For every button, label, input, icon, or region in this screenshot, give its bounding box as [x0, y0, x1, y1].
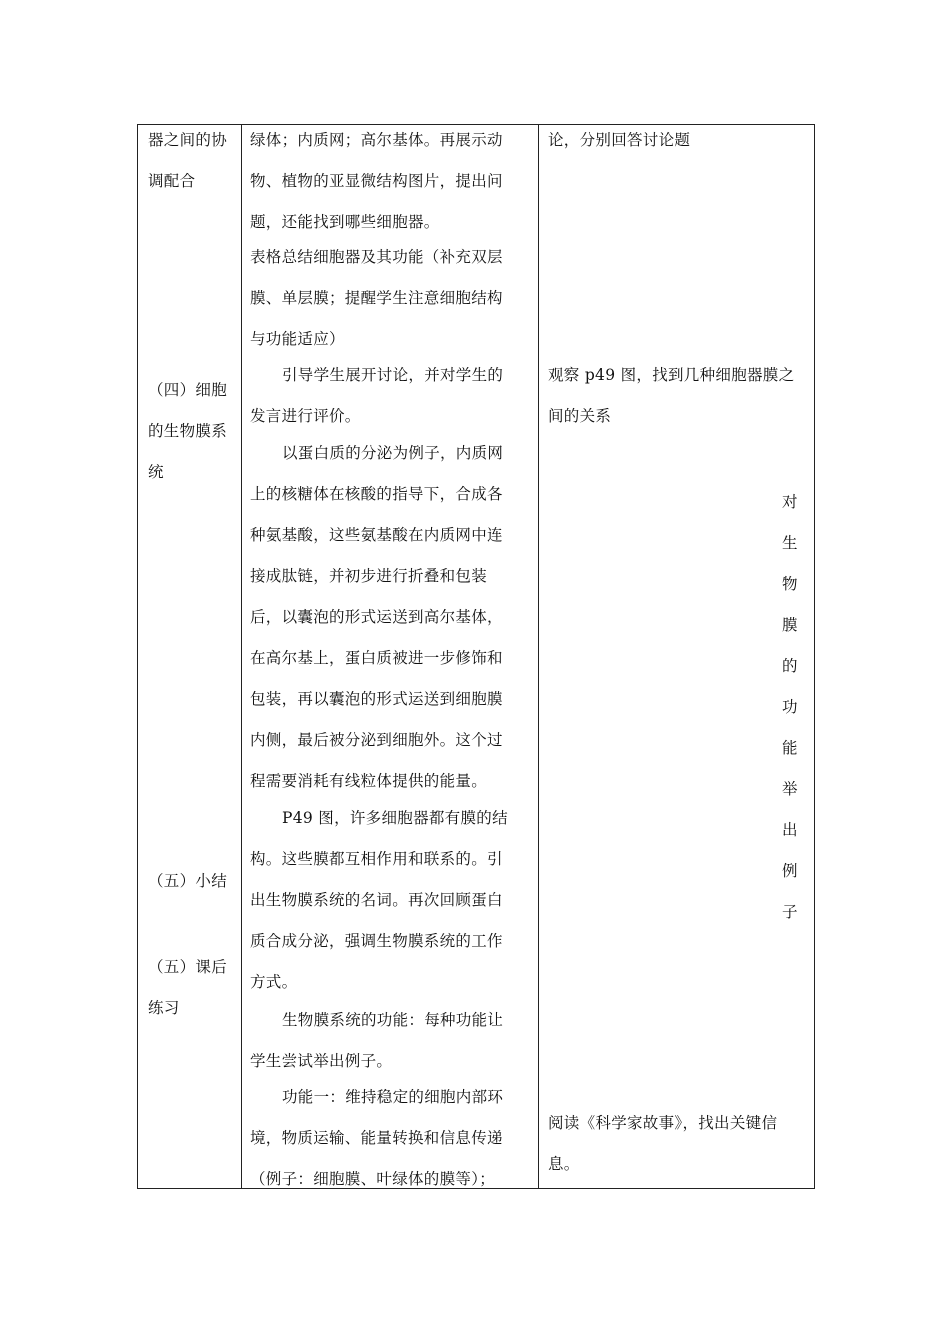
- teacher-text: 膜、单层膜；提醒学生注意细胞结构: [250, 289, 503, 307]
- teacher-text: 构。这些膜都互相作用和联系的。引: [250, 850, 503, 868]
- student-text: 息。: [548, 1155, 580, 1173]
- vertical-char: 能: [782, 739, 798, 757]
- section-heading-6: （五）课后: [148, 958, 228, 976]
- vertical-char: 功: [782, 698, 798, 716]
- section-heading-6: 练习: [148, 999, 180, 1017]
- teacher-text: 质合成分泌，强调生物膜系统的工作: [250, 932, 503, 950]
- section-text: 调配合: [148, 172, 196, 190]
- student-text: 观察 p49 图，找到几种细胞器膜之: [548, 366, 795, 384]
- vertical-char: 对: [782, 493, 798, 511]
- section-heading-4: 的生物膜系: [148, 422, 228, 440]
- student-text: 阅读《科学家故事》，找出关键信: [548, 1114, 778, 1132]
- teacher-text: 方式。: [250, 973, 298, 991]
- teacher-text: 题，还能找到哪些细胞器。: [250, 213, 440, 231]
- vertical-char: 膜: [782, 616, 798, 634]
- teacher-text: 学生尝试举出例子。: [250, 1052, 393, 1070]
- section-heading-4: 统: [148, 463, 164, 481]
- vertical-char: 举: [782, 780, 798, 798]
- teacher-text: 内侧，最后被分泌到细胞外。这个过: [250, 731, 503, 749]
- teacher-text: 后，以囊泡的形式运送到高尔基体，: [250, 608, 503, 626]
- teacher-text: 程需要消耗有线粒体提供的能量。: [250, 772, 488, 790]
- teacher-text: 引导学生展开讨论，并对学生的: [282, 366, 504, 384]
- column-divider: [241, 125, 242, 1188]
- teacher-text: P49 图，许多细胞器都有膜的结: [282, 809, 508, 827]
- section-text: 器之间的协: [148, 131, 228, 149]
- student-text: 论，分别回答讨论题: [548, 131, 691, 149]
- teacher-text: 包装，再以囊泡的形式运送到细胞膜: [250, 690, 503, 708]
- teacher-text: 表格总结细胞器及其功能（补充双层: [250, 248, 503, 266]
- teacher-text: 以蛋白质的分泌为例子，内质网: [282, 444, 504, 462]
- teacher-text: 生物膜系统的功能：每种功能让: [282, 1011, 504, 1029]
- student-text: 间的关系: [548, 407, 612, 425]
- lesson-table: [137, 124, 815, 1189]
- teacher-text: 物、植物的亚显微结构图片，提出问: [250, 172, 503, 190]
- column-divider: [538, 125, 539, 1188]
- vertical-char: 物: [782, 575, 798, 593]
- teacher-text: 在高尔基上，蛋白质被进一步修饰和: [250, 649, 503, 667]
- teacher-text: 发言进行评价。: [250, 407, 361, 425]
- teacher-text: 上的核糖体在核酸的指导下，合成各: [250, 485, 503, 503]
- vertical-char: 的: [782, 657, 798, 675]
- vertical-char: 生: [782, 534, 798, 552]
- vertical-char: 子: [782, 903, 798, 921]
- vertical-char: 出: [782, 821, 798, 839]
- teacher-text: 功能一：维持稳定的细胞内部环: [282, 1088, 504, 1106]
- teacher-text: 与功能适应）: [250, 330, 345, 348]
- section-heading-4: （四）细胞: [148, 381, 228, 399]
- teacher-text: 境，物质运输、能量转换和信息传递: [250, 1129, 503, 1147]
- section-heading-5: （五）小结: [148, 872, 228, 890]
- teacher-text: 接成肽链，并初步进行折叠和包装: [250, 567, 488, 585]
- teacher-text: 种氨基酸，这些氨基酸在内质网中连: [250, 526, 503, 544]
- teacher-text: 出生物膜系统的名词。再次回顾蛋白: [250, 891, 503, 909]
- vertical-char: 例: [782, 862, 798, 880]
- teacher-text: （例子：细胞膜、叶绿体的膜等）；: [250, 1170, 496, 1188]
- teacher-text: 绿体；内质网；高尔基体。再展示动: [250, 131, 503, 149]
